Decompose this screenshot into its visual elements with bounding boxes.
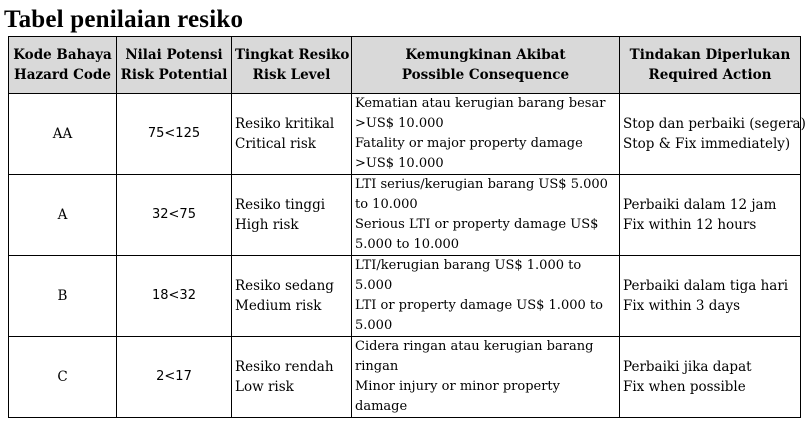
hazard-code-cell: B (9, 256, 117, 337)
consequence-id: Kematian atau kerugian barang besar >US$ 10.000 (355, 96, 606, 131)
consequence-en: Serious LTI or property damage US$ 5.000 to 10.000 (355, 217, 599, 252)
hazard-code-cell: C (9, 337, 117, 418)
risk-level-id: Resiko tinggi (235, 197, 326, 213)
risk-level-en: Medium risk (235, 298, 322, 314)
risk-level-id: Resiko kritikal (235, 116, 335, 132)
action-cell (620, 337, 801, 418)
consequence-cell (352, 256, 620, 337)
consequence-cell (352, 337, 620, 418)
table-header-row (9, 37, 801, 94)
header-required-action-id: Tindakan Diperlukan (629, 47, 791, 63)
action-id: Perbaiki dalam 12 jam (623, 197, 777, 213)
consequence-id: LTI/kerugian barang US$ 1.000 to 5.000 (355, 258, 582, 293)
risk-level-id: Resiko sedang (235, 278, 334, 294)
header-risk-potential (117, 37, 232, 94)
risk-level-cell (232, 256, 352, 337)
risk-level-cell (232, 175, 352, 256)
consequence-en: Minor injury or minor property damage (355, 379, 561, 414)
action-en: Fix within 12 hours (623, 217, 757, 233)
header-risk-potential-en: Risk Potential (120, 67, 228, 83)
risk-level-id: Resiko rendah (235, 359, 334, 375)
header-risk-level (232, 37, 352, 94)
action-id: Perbaiki dalam tiga hari (623, 278, 789, 294)
header-possible-consequence-en: Possible Consequence (401, 67, 570, 83)
risk-level-en: High risk (235, 217, 299, 233)
header-hazard-code (9, 37, 117, 94)
table-row (9, 175, 801, 256)
header-required-action-en: Required Action (648, 67, 772, 83)
consequence-cell (352, 175, 620, 256)
risk-assessment-table (8, 36, 806, 418)
action-id: Stop dan perbaiki (segera) (623, 116, 806, 132)
risk-potential-cell: 18<32 (117, 256, 232, 337)
header-possible-consequence (352, 37, 620, 94)
header-hazard-code-id: Kode Bahaya (13, 47, 112, 63)
header-risk-level-id: Tingkat Resiko (235, 47, 350, 63)
hazard-code-cell: AA (9, 94, 117, 175)
action-en: Fix when possible (623, 379, 746, 395)
action-en: Fix within 3 days (623, 298, 741, 314)
table-row (9, 94, 801, 175)
page-title: Tabel penilaian resiko (4, 6, 244, 33)
risk-potential-cell: 32<75 (117, 175, 232, 256)
risk-level-en: Critical risk (235, 136, 316, 152)
action-cell (620, 94, 806, 175)
header-risk-level-en: Risk Level (252, 67, 331, 83)
header-possible-consequence-id: Kemungkinan Akibat (405, 47, 566, 63)
header-risk-potential-id: Nilai Potensi (125, 47, 223, 63)
table-row (9, 256, 801, 337)
consequence-cell (352, 94, 620, 175)
header-hazard-code-en: Hazard Code (14, 67, 111, 83)
consequence-en: Fatality or major property damage >US$ 10.000 (355, 136, 583, 171)
consequence-en: LTI or property damage US$ 1.000 to 5.000 (355, 298, 603, 333)
action-id: Perbaiki jika dapat (623, 359, 752, 375)
consequence-id: LTI serius/kerugian barang US$ 5.000 to 10.000 (355, 177, 608, 212)
risk-level-cell (232, 337, 352, 418)
risk-level-en: Low risk (235, 379, 294, 395)
risk-level-cell (232, 94, 352, 175)
risk-potential-cell: 2<17 (117, 337, 232, 418)
header-required-action (620, 37, 801, 94)
hazard-code-cell: A (9, 175, 117, 256)
table-row (9, 337, 801, 418)
action-en: Stop & Fix immediately) (623, 136, 791, 152)
consequence-id: Cidera ringan atau kerugian barang ringan (355, 339, 594, 374)
action-cell (620, 256, 801, 337)
risk-potential-cell: 75<125 (117, 94, 232, 175)
action-cell (620, 175, 801, 256)
